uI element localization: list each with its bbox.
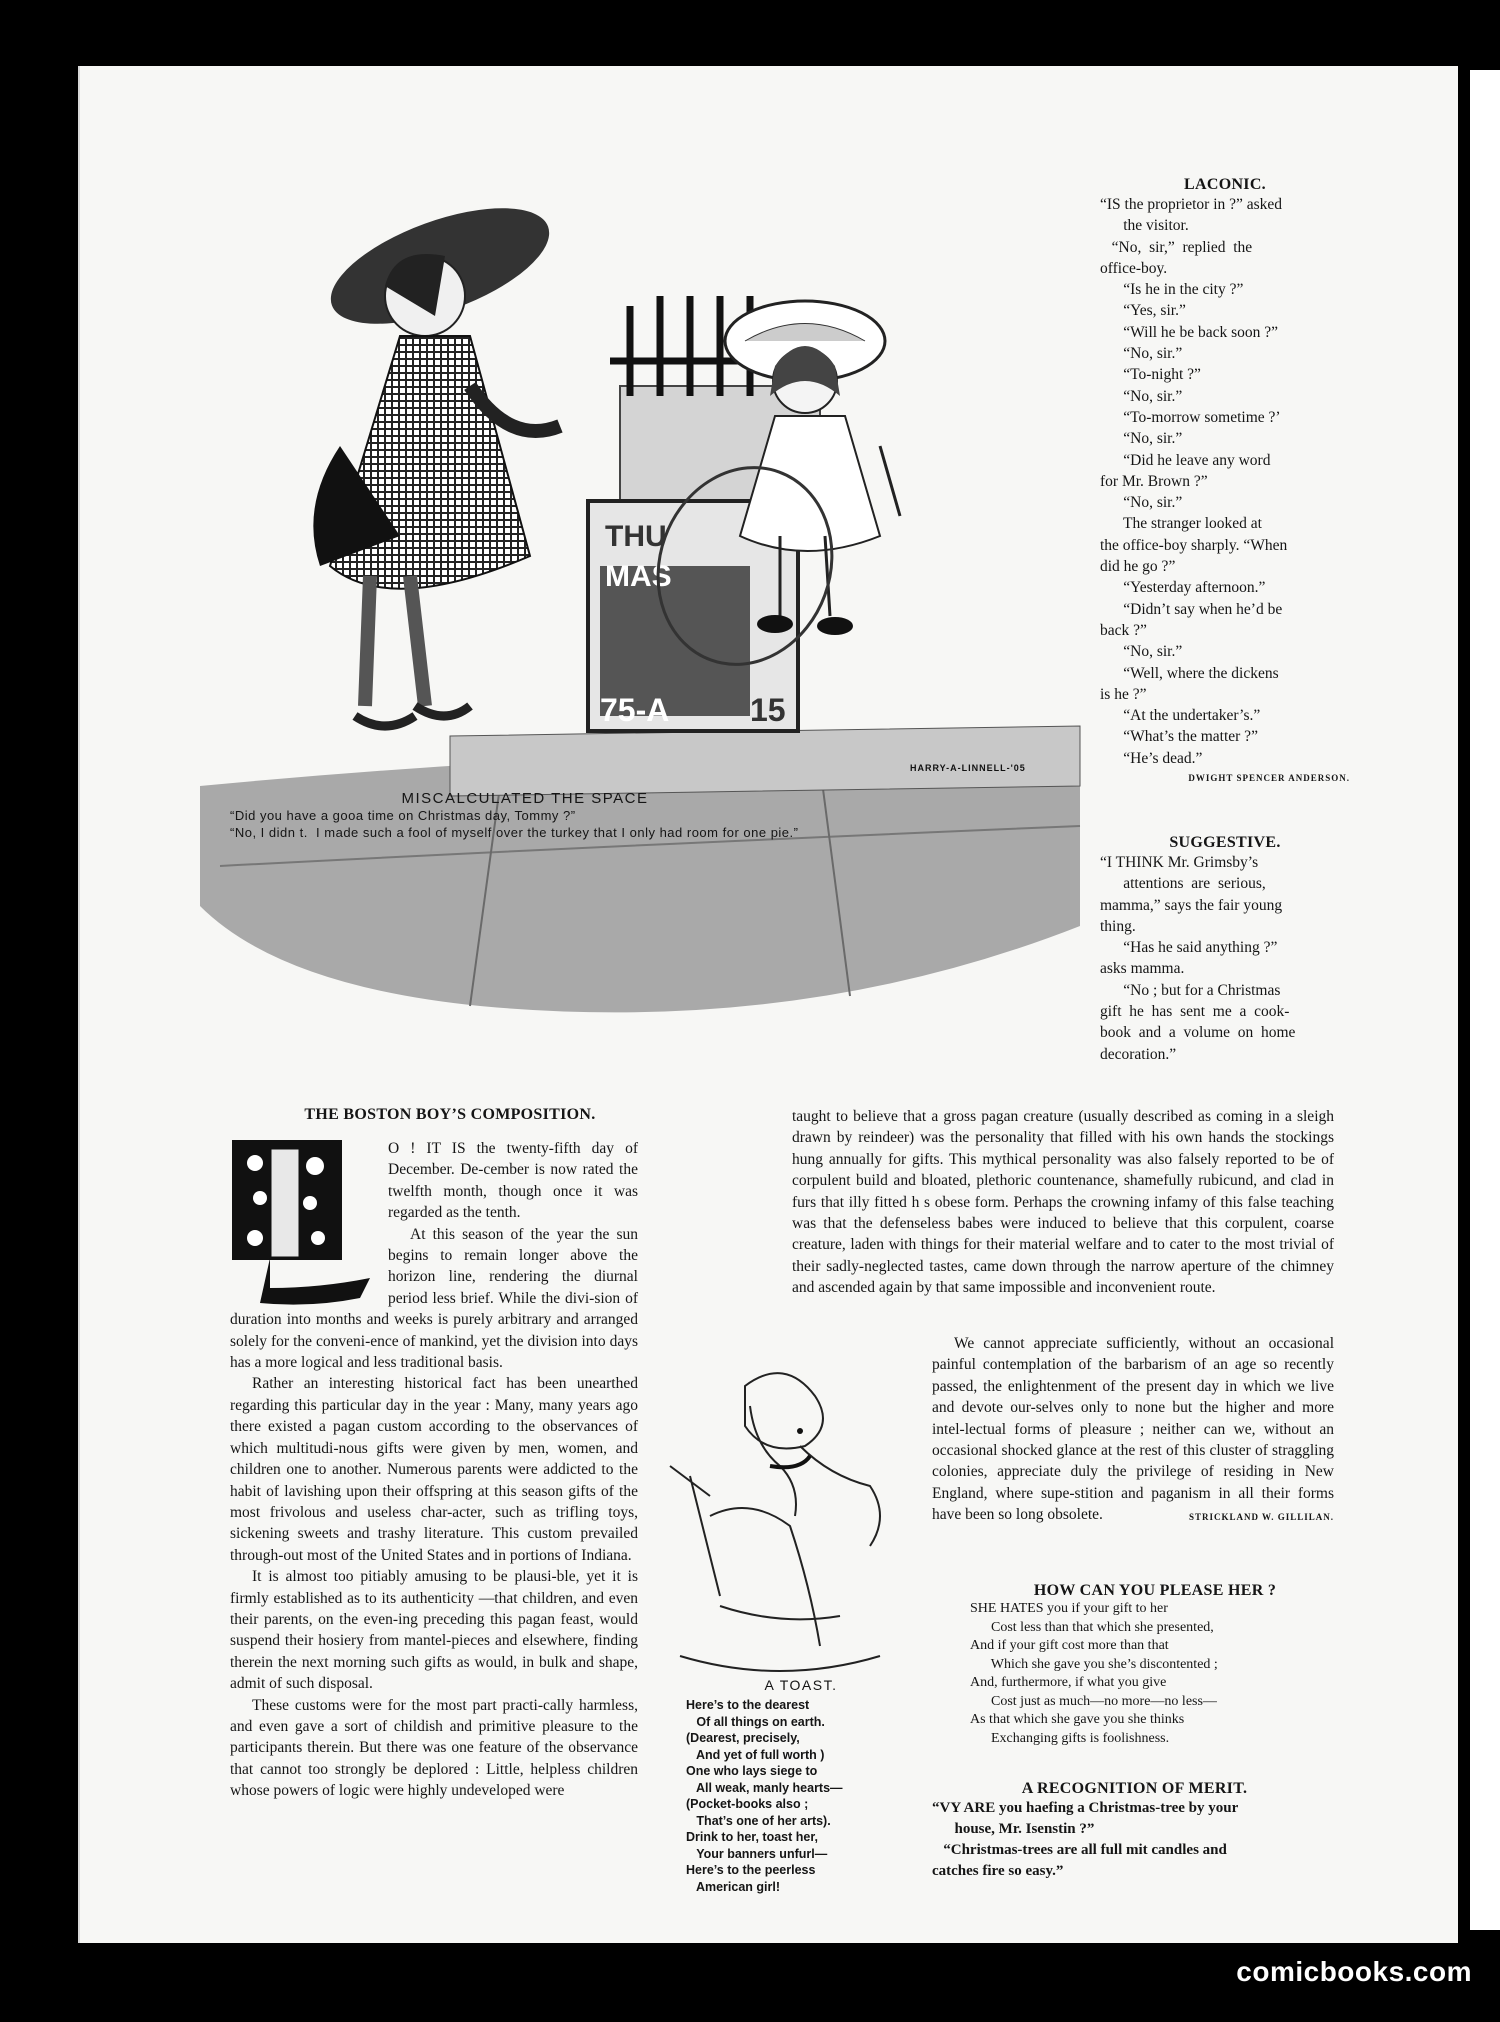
suggestive-line: “Has he said anything ?”	[1100, 939, 1278, 957]
composition-author: STRICKLAND W. GILLILAN.	[1188, 1511, 1334, 1522]
suggestive-line: mamma,” says the fair young	[1100, 896, 1283, 914]
laconic-line: “IS the proprietor in ?” asked	[1100, 196, 1283, 213]
composition-paragraph-3: Rather an interesting historical fact has been unearthed regarding this particular day in the year : Many, many years ago there existed a pagan custom according to the observances of which multitudi-nous gifts were given by men, women, and children one to another. Numerous parents were addicted to the habit of lavishing upon their offspring at this season gifts of the most frivolous and useless char-acter, such as trifling toys, sickening sweets and trashy literature. This custom prevailed through-out most of the United States and in portions of Indiana.	[230, 1375, 638, 1564]
laconic-line: “No, sir.”	[1100, 345, 1183, 363]
poster-text-4: 15	[750, 692, 786, 728]
laconic-line: is he ?”	[1100, 685, 1147, 703]
woman-sketch-illustration	[650, 1356, 890, 1691]
merit-line: catches fire so easy.”	[932, 1863, 1064, 1879]
please-her-line: Cost less than that which she presented,	[970, 1619, 1214, 1635]
suggestive-line: “No ; but for a Christmas	[1100, 981, 1281, 999]
caption-title: MISCALCULATED THE SPACE	[401, 790, 649, 807]
laconic-line: “Didn’t say when he’d be	[1100, 600, 1283, 618]
please-her-line: Cost just as much—no more—no less—	[970, 1693, 1217, 1709]
composition-paragraph-1: O ! IT IS the twenty-fifth day of December. De-cember is now rated the twelfth month, though once it was regarded as the tenth.	[388, 1140, 638, 1222]
toast-line: (Pocket-books also ;	[686, 1797, 809, 1811]
suggestive-line: book and a volume on home	[1100, 1024, 1296, 1042]
please-her-line: And, furthermore, if what you give	[970, 1675, 1167, 1690]
suggestive-body	[1100, 852, 1350, 1065]
laconic-line: office-boy.	[1100, 259, 1168, 277]
suggestive-title: SUGGESTIVE.	[1169, 834, 1281, 851]
laconic-line: “To-morrow sometime ?’	[1100, 408, 1281, 426]
merit-line: house, Mr. Isenstin ?”	[932, 1821, 1095, 1837]
composition-column-3	[932, 1333, 1334, 1528]
toast-line: Here’s to the peerless	[686, 1863, 816, 1877]
laconic-line: “Did he leave any word	[1100, 451, 1271, 469]
composition-paragraph-5: These customs were for the most part practi-cally harmless, and even gave a sort of childish and primitive pleasure to the participants therein. But there was one feature of the observance that cannot too strongly be deplored : Little, helpless children whose powers of logic were highly undeveloped were	[230, 1696, 638, 1800]
suggestive-line: “I THINK Mr. Grimsby’s	[1100, 854, 1259, 871]
laconic-body	[1100, 194, 1350, 769]
caption-line-1: “Did you have a gooa time on Christmas day, Tommy ?”	[230, 808, 576, 823]
poster-text-3: 75-A	[600, 692, 670, 728]
toast-line: (Dearest, precisely,	[686, 1731, 800, 1745]
composition-heading	[280, 1106, 620, 1124]
merit-body	[932, 1798, 1337, 1882]
please-her-line: As that which she gave you she thinks	[970, 1712, 1185, 1727]
toast-line: Of all things on earth.	[686, 1714, 825, 1729]
laconic-line: “No, sir.”	[1100, 430, 1183, 448]
children-illustration	[200, 146, 1090, 1066]
decorative-initial-icon	[230, 1138, 380, 1306]
composition-column-1	[230, 1138, 638, 1802]
suggestive-line: asks mamma.	[1100, 960, 1185, 978]
suggestive-article	[1100, 834, 1350, 1065]
merit-title: A RECOGNITION OF MERIT.	[1021, 1780, 1248, 1797]
laconic-author: DWIGHT SPENCER ANDERSON.	[1188, 773, 1350, 784]
laconic-line: for Mr. Brown ?”	[1100, 472, 1208, 490]
laconic-line: the office-boy sharply. “When	[1100, 536, 1288, 554]
laconic-line: did he go ?”	[1100, 558, 1176, 576]
poster-text-1: THU	[605, 520, 667, 553]
laconic-line: “Well, where the dickens	[1100, 664, 1279, 682]
laconic-line: “Is he in the city ?”	[1100, 281, 1244, 299]
merit-line: “VY ARE you haefing a Christmas-tree by your	[932, 1800, 1239, 1816]
illustration-caption	[230, 790, 820, 841]
toast-line: Here’s to the dearest	[686, 1698, 810, 1712]
laconic-line: “Yesterday afternoon.”	[1100, 579, 1266, 597]
laconic-line: “Will he be back soon ?”	[1100, 323, 1278, 341]
laconic-line: “No, sir,” replied the	[1100, 238, 1253, 256]
suggestive-line: decoration.”	[1100, 1045, 1177, 1063]
toast-line: And yet of full worth )	[686, 1747, 825, 1762]
laconic-line: “No, sir.”	[1100, 387, 1183, 405]
poster-text-2: MAS	[605, 560, 672, 593]
composition-paragraph-2: At this season of the year the sun begins to remain longer above the horizon line, rendering the diurnal period less brief. While the divi-sion of duration into months and weeks is purely arbitrary and arranged solely for the conveni-ence of mankind, yet the division into days has a more logical and less traditional basis.	[230, 1225, 638, 1372]
laconic-line: The stranger looked at	[1100, 515, 1262, 533]
merit-article	[932, 1780, 1337, 1882]
please-her-line: SHE HATES you if your gift to her	[970, 1601, 1168, 1616]
please-her-poem	[970, 1582, 1340, 1748]
toast-line: American girl!	[686, 1879, 781, 1894]
laconic-title: LACONIC.	[1184, 176, 1266, 193]
composition-column-2	[792, 1106, 1334, 1299]
toast-line: All weak, manly hearts—	[686, 1780, 843, 1795]
laconic-line: “At the undertaker’s.”	[1100, 707, 1261, 725]
laconic-line: “To-night ?”	[1100, 366, 1201, 384]
caption-line-2: “No, I didn t. I made such a fool of myself over the turkey that I only had room for one pie.”	[230, 825, 799, 840]
merit-line: “Christmas-trees are all full mit candles and	[932, 1842, 1227, 1858]
composition-title: THE BOSTON BOY’S COMPOSITION.	[304, 1106, 596, 1123]
next-page-edge	[1470, 70, 1500, 1930]
toast-line: That’s one of her arts).	[686, 1813, 831, 1828]
magazine-page	[80, 66, 1458, 1943]
toast-line: Drink to her, toast her,	[686, 1830, 818, 1844]
laconic-line: back ?”	[1100, 621, 1147, 639]
laconic-line: “No, sir.”	[1100, 494, 1183, 512]
please-her-line: And if your gift cost more than that	[970, 1638, 1169, 1653]
laconic-line: “No, sir.”	[1100, 643, 1183, 661]
please-her-title: HOW CAN YOU PLEASE HER ?	[1033, 1582, 1277, 1599]
composition-paragraph-4: It is almost too pitiably amusing to be plausi-ble, yet it is firmly established as to its authenticity —that children, and even their parents, on the even-ing preceding this pagan feast, would suspend their hosiery from mantel-pieces and elsewhere, finding therein the next morning such gifts as would, in bulk and shape, admit of such disposal.	[230, 1568, 638, 1693]
please-her-line: Exchanging gifts is foolishness.	[970, 1730, 1170, 1746]
toast-title: A TOAST.	[764, 1677, 838, 1693]
toast-line: One who lays siege to	[686, 1764, 818, 1778]
laconic-article	[1100, 176, 1350, 783]
laconic-line: “He’s dead.”	[1100, 749, 1203, 767]
suggestive-line: attentions are serious,	[1100, 875, 1266, 893]
please-her-line: Which she gave you she’s discontented ;	[970, 1656, 1218, 1672]
toast-poem	[686, 1677, 916, 1895]
site-watermark: comicbooks.com	[1236, 1956, 1472, 1987]
artist-signature: HARRY-A-LINNELL-'05	[910, 763, 1026, 773]
toast-body	[686, 1697, 916, 1895]
composition-paragraph-6: taught to believe that a gross pagan creature (usually described as coming in a sleigh drawn by reindeer) was the personality that filled with his own hands the stockings hung annually for gifts. This mythical personality was also falsely reported to be of corpulent build and bloated, plethoric countenance, shamefully rubicund, and clad in furs that illy fitted h s obese form. Perhaps the crowning infamy of this false teaching was that the defenseless babes were induced to believe that this corpulent, coarse creature, laden with things for their material welfare and to cater to the most trivial of their sadly-neglected tastes, came down through the narrow aperture of the chimney and ascended again by that same impossible and inconvenient route.	[792, 1108, 1334, 1297]
composition-paragraph-7: We cannot appreciate sufficiently, without an occasional painful contemplation of the barbarism of an age so recently passed, the enlightenment of the present day in which we live and devote our-selves only to none but the higher and more intel-lectual forms of pleasure ; neither can we, without an occasional shocked glance at the rest of this cluster of straggling colonies, appreciate duly the privilege of residing in New England, where supe-stition and paganism in all their forms have been so long obsolete.	[932, 1335, 1334, 1524]
laconic-line: the visitor.	[1100, 217, 1189, 235]
please-her-body	[970, 1600, 1340, 1748]
suggestive-line: thing.	[1100, 917, 1136, 935]
laconic-line: “Yes, sir.”	[1100, 302, 1186, 320]
laconic-line: “What’s the matter ?”	[1100, 728, 1258, 746]
suggestive-line: gift he has sent me a cook-	[1100, 1003, 1290, 1021]
toast-line: Your banners unfurl—	[686, 1846, 828, 1861]
